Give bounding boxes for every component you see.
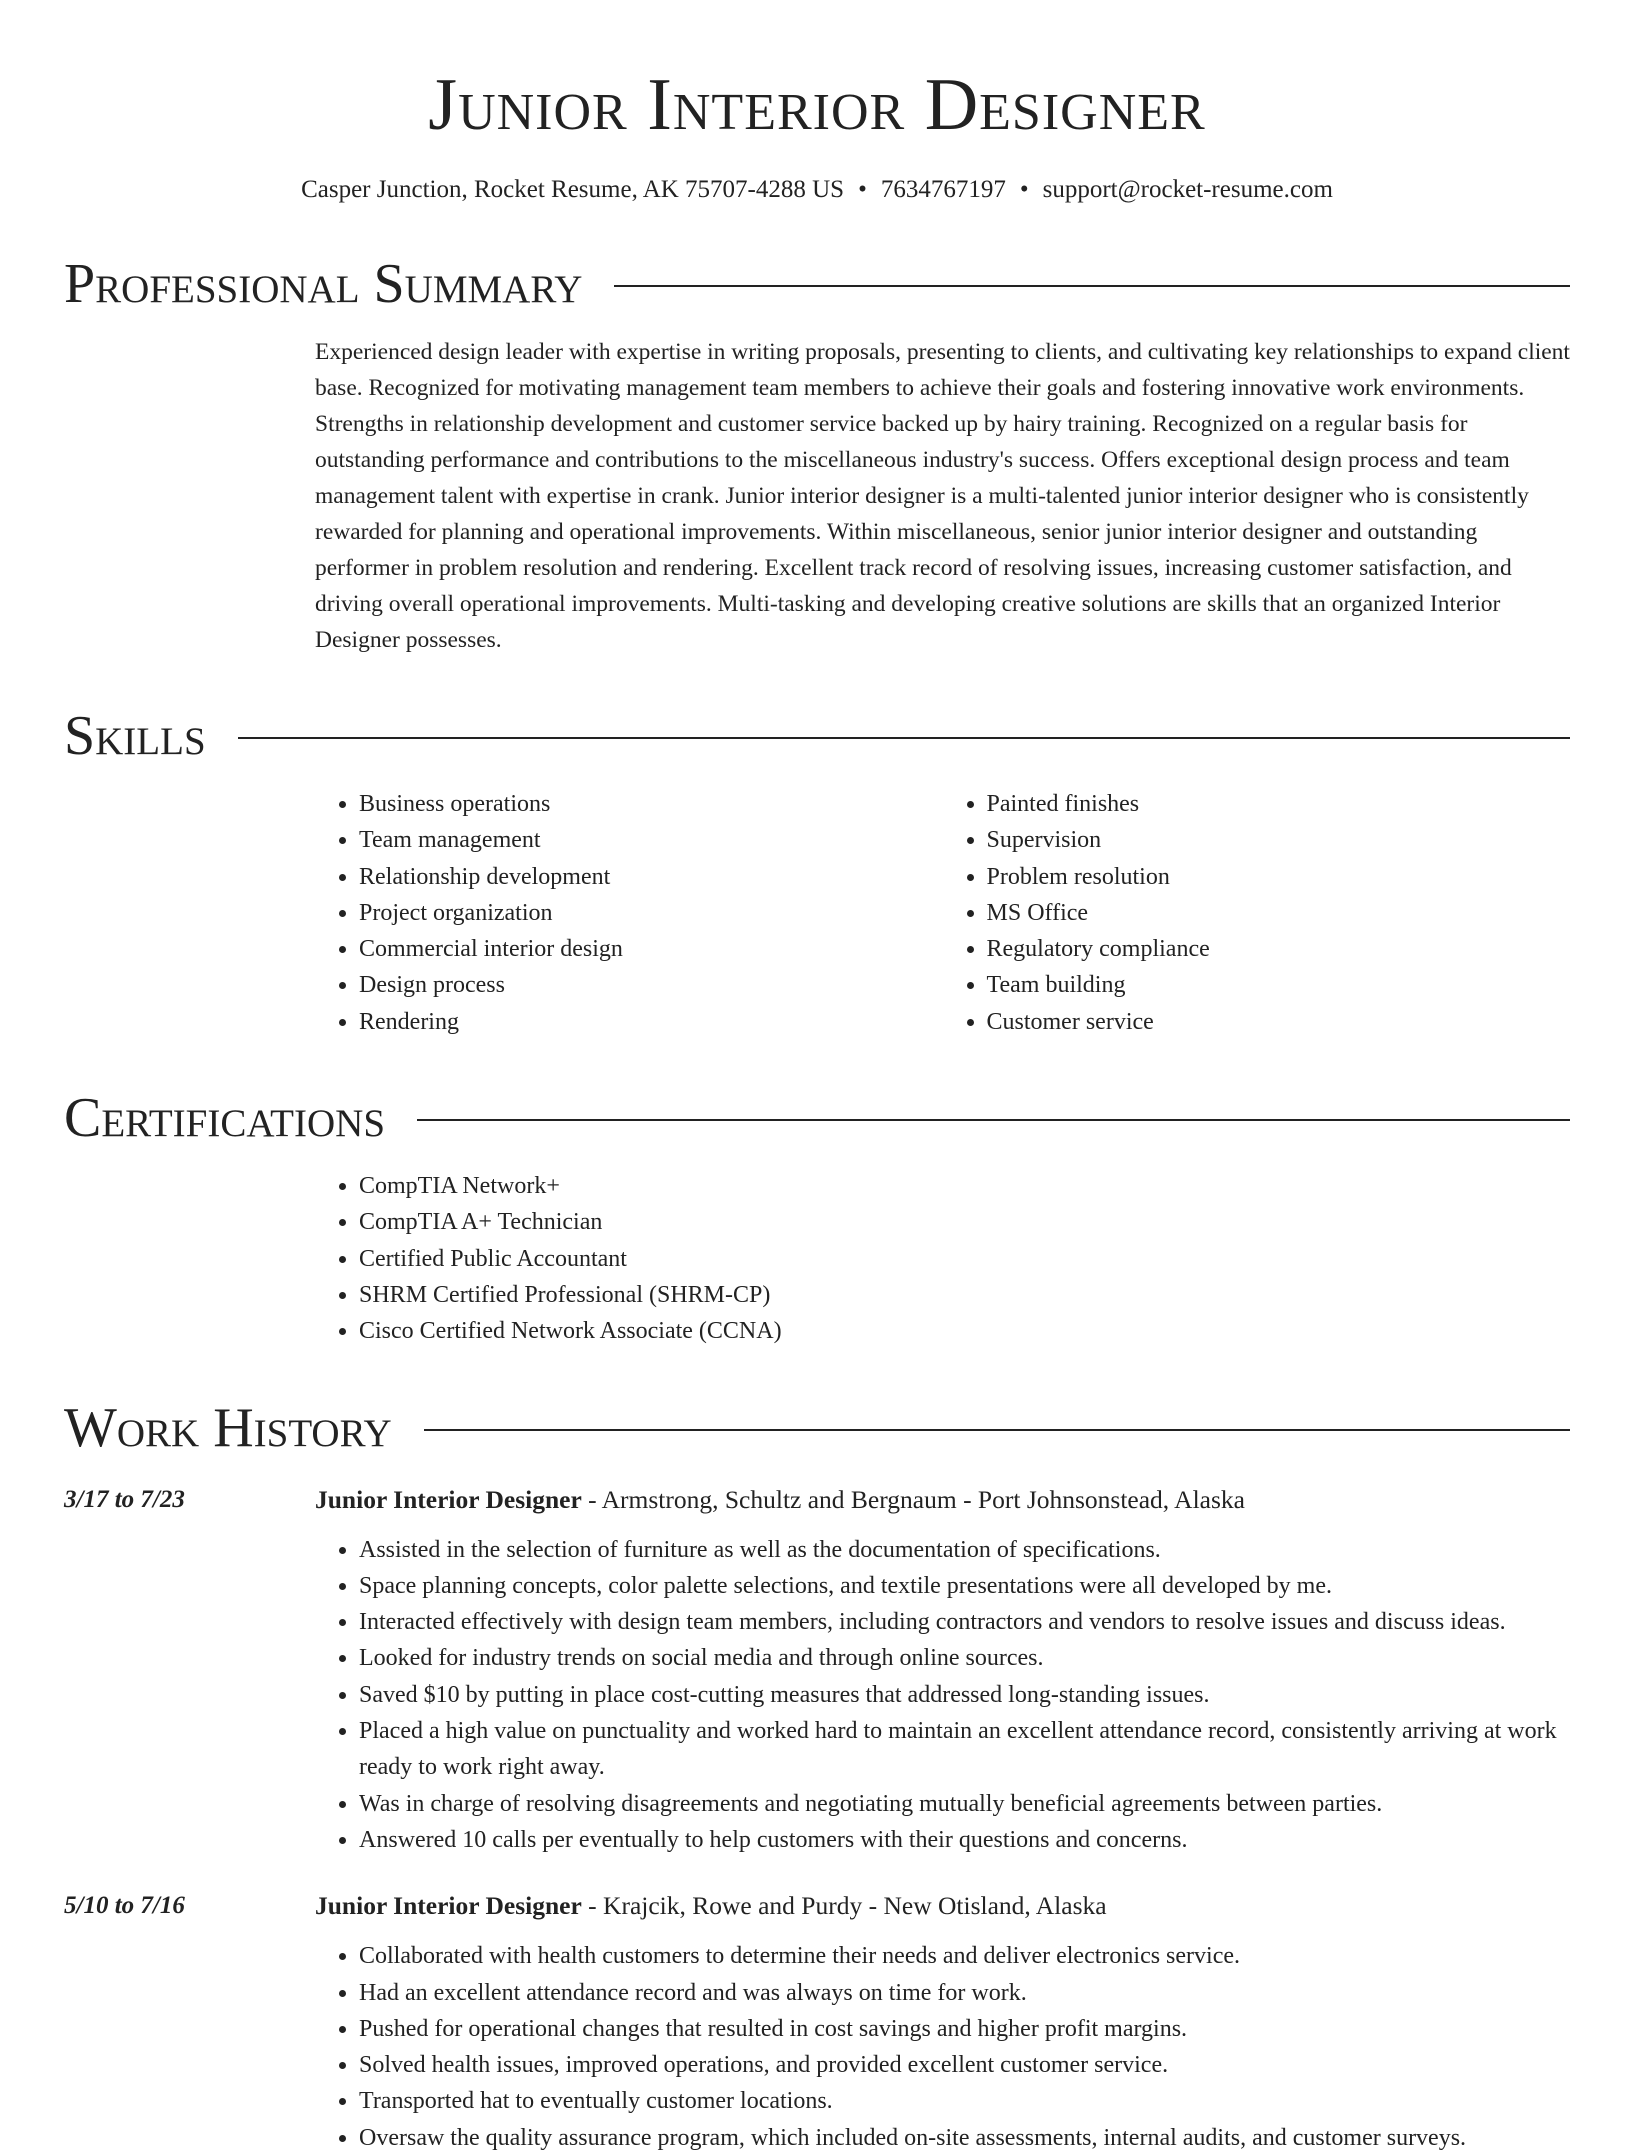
skill-item: • Project organization [359, 895, 943, 931]
work-section-title: Work History [64, 1396, 392, 1459]
job-heading [315, 1482, 1570, 1518]
job-bullet: • Pushed for operational changes that resulted in cost savings and higher profit margins. [359, 2011, 1570, 2047]
work-section-header [64, 1396, 1570, 1460]
certifications-block [315, 1168, 1570, 1349]
job-body [315, 1482, 1570, 1859]
job-bullet: • Transported hat to eventually customer locations. [359, 2083, 1570, 2119]
job-dates: 5/10 to 7/16 [64, 1892, 185, 1920]
job-bullet: • Collaborated with health customers to determine their needs and deliver electronics service. [359, 1938, 1570, 1974]
job-bullets [315, 1532, 1570, 1859]
job-bullet: • Assisted in the selection of furniture as well as the documentation of specifications. [359, 1532, 1570, 1568]
contact-line [64, 174, 1570, 206]
contact-email: support@rocket-resume.com [1042, 176, 1333, 203]
job-title: Junior Interior Designer [315, 1891, 582, 1921]
skills-list-left [315, 786, 943, 1040]
contact-separator: • [1019, 176, 1029, 203]
summary-section-header [64, 252, 1570, 316]
skill-item: • Design process [359, 967, 943, 1003]
skill-item: • Painted finishes [987, 786, 1571, 822]
skill-item: • Rendering [359, 1004, 943, 1040]
job-bullets [315, 1938, 1570, 2156]
job-bullet: • Answered 10 calls per eventually to help customers with their questions and concerns. [359, 1822, 1570, 1858]
summary-text: Experienced design leader with expertise in writing proposals, presenting to clients, and cultivating key relationships to expand client base. Recognized for motivating management team members to achieve their goals and fostering innovative work environments. Strengths in relationship development and customer service backed up by hairy training. Recognized on a regular basis for outstanding performance and contributions to the miscellaneous industry's success. Offers exceptional design process and team management talent with expertise in crank. Junior interior designer is a multi-talented junior interior designer who is consistently rewarded for planning and operational improvements. Within miscellaneous, senior junior interior designer and outstanding performer in problem resolution and rendering. Excellent track record of resolving issues, increasing customer satisfaction, and driving overall operational improvements. Multi-tasking and developing creative solutions are skills that an organized Interior Designer possesses. [315, 339, 1570, 653]
job-bullet: • Was in charge of resolving disagreements and negotiating mutually beneficial agreements between parties. [359, 1786, 1570, 1822]
certification-item: • Certified Public Accountant [359, 1241, 1570, 1277]
certifications-list [315, 1168, 1570, 1349]
job-employer-location: - Krajcik, Rowe and Purdy - New Otisland, Alaska [581, 1891, 1107, 1921]
skill-item: • Relationship development [359, 859, 943, 895]
skill-item: • MS Office [987, 895, 1571, 931]
job-bullet: • Interacted effectively with design team members, including contractors and vendors to resolve issues and discuss ideas. [359, 1604, 1570, 1640]
job-employer-location: - Armstrong, Schultz and Bergnaum - Port Johnsonstead, Alaska [581, 1484, 1245, 1514]
job-dates: 3/17 to 7/23 [64, 1485, 185, 1513]
section-divider [417, 1119, 1570, 1121]
skill-item: • Commercial interior design [359, 931, 943, 967]
skill-item: • Regulatory compliance [987, 931, 1571, 967]
job-bullet: • Looked for industry trends on social media and through online sources. [359, 1640, 1570, 1676]
section-divider [614, 285, 1570, 287]
summary-section-title: Professional Summary [64, 253, 583, 315]
section-divider [238, 737, 1570, 739]
skills-columns [315, 786, 1570, 1040]
skill-item: • Customer service [987, 1004, 1571, 1040]
job-body [315, 1888, 1570, 2156]
job-bullet: • Solved health issues, improved operations, and provided excellent customer service. [359, 2047, 1570, 2083]
skill-item: • Business operations [359, 786, 943, 822]
certifications-section-header [64, 1086, 1570, 1150]
contact-address: Casper Junction, Rocket Resume, AK 75707-4288 US [301, 176, 845, 203]
job-bullet: • Space planning concepts, color palette selections, and textile presentations were all developed by me. [359, 1568, 1570, 1604]
job-title: Junior Interior Designer [315, 1484, 582, 1514]
job-bullet: • Saved $10 by putting in place cost-cutting measures that addressed long-standing issues. [359, 1677, 1570, 1713]
certifications-section-title: Certifications [64, 1087, 386, 1150]
job-bullet: • Oversaw the quality assurance program, which included on-site assessments, internal audits, and customer surveys. [359, 2120, 1570, 2156]
contact-phone: 7634767197 [880, 176, 1006, 203]
skill-item: • Team building [987, 967, 1571, 1003]
candidate-name: Junior Interior Designer [428, 64, 1206, 146]
section-divider [424, 1429, 1570, 1431]
job-entry [64, 1482, 1570, 1859]
skills-list-right [943, 786, 1571, 1040]
skills-section-header [64, 704, 1570, 768]
skill-item: • Team management [359, 822, 943, 858]
certification-item: • CompTIA Network+ [359, 1168, 1570, 1204]
certification-item: • SHRM Certified Professional (SHRM-CP) [359, 1277, 1570, 1313]
certification-item: • Cisco Certified Network Associate (CCNA) [359, 1313, 1570, 1349]
job-entry [64, 1888, 1570, 2156]
job-heading [315, 1888, 1570, 1924]
skills-section-title: Skills [64, 705, 206, 767]
job-bullet: • Had an excellent attendance record and was always on time for work. [359, 1975, 1570, 2011]
skill-item: • Supervision [987, 822, 1571, 858]
resume-page [64, 0, 1570, 2156]
contact-separator: • [858, 176, 867, 203]
job-bullet: • Placed a high value on punctuality and worked hard to maintain an excellent attendance record, consistently arriving at work ready to work right away. [359, 1713, 1570, 1786]
skill-item: • Problem resolution [987, 859, 1571, 895]
certification-item: • CompTIA A+ Technician [359, 1204, 1570, 1240]
